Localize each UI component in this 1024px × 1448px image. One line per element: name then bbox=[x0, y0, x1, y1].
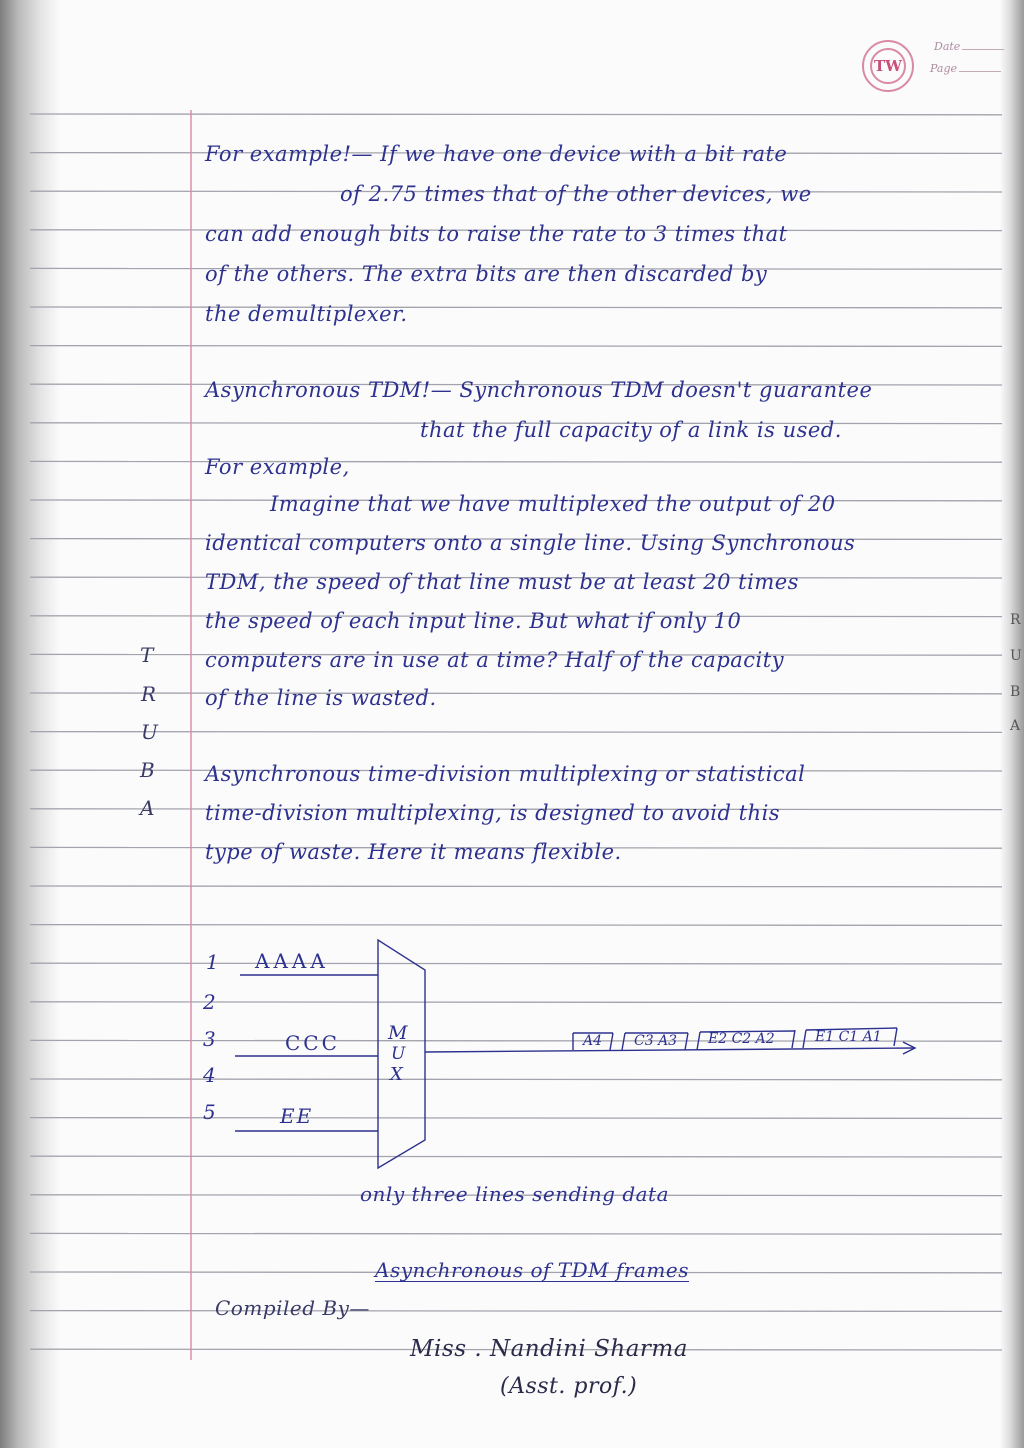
edge-letter-b: B bbox=[1010, 684, 1021, 700]
frame-bracket bbox=[610, 1033, 613, 1050]
margin-letter-t: T bbox=[140, 643, 154, 667]
input-num-2: 2 bbox=[203, 990, 216, 1014]
text-line-2: of 2.75 times that of the other devices, we bbox=[340, 182, 812, 206]
frame-bracket bbox=[894, 1028, 897, 1046]
input-data-5: EE bbox=[280, 1104, 314, 1128]
frame-bracket bbox=[803, 1030, 806, 1048]
text-line-7: that the full capacity of a link is used. bbox=[420, 418, 842, 442]
compiled-by: Compiled By— bbox=[215, 1296, 370, 1320]
brand-logo-text: TW bbox=[870, 48, 906, 84]
frame-bracket bbox=[622, 1033, 625, 1050]
edge-letter-r: R bbox=[1010, 612, 1021, 628]
diagram-title: Asynchronous of TDM frames bbox=[375, 1258, 689, 1282]
input-num-5: 5 bbox=[203, 1100, 216, 1124]
date-label: Date bbox=[934, 40, 961, 53]
text-line-3: can add enough bits to raise the rate to 3 times that bbox=[205, 222, 788, 246]
text-line-11: TDM, the speed of that line must be at least 20 times bbox=[205, 570, 799, 594]
input-num-4: 4 bbox=[203, 1063, 216, 1087]
frame-bracket bbox=[685, 1033, 688, 1050]
page-label: Page bbox=[930, 62, 958, 75]
diagram-caption: only three lines sending data bbox=[360, 1182, 670, 1206]
text-line-8: For example, bbox=[205, 455, 350, 479]
author-role: (Asst. prof.) bbox=[500, 1374, 638, 1399]
text-line-12: the speed of each input line. But what if only 10 bbox=[205, 609, 742, 633]
frame-bracket bbox=[792, 1030, 795, 1048]
input-data-3: CCC bbox=[285, 1031, 340, 1055]
text-line-10: identical computers onto a single line. Using Synchronous bbox=[205, 531, 856, 555]
mux-letter-u: U bbox=[391, 1044, 406, 1064]
text-line-6: Asynchronous TDM!— Synchronous TDM doesn't guarantee bbox=[205, 378, 873, 402]
text-line-16: time-division multiplexing, is designed to avoid this bbox=[205, 801, 781, 825]
input-data-1: AAAA bbox=[255, 949, 329, 973]
text-line-17: type of waste. Here it means flexible. bbox=[205, 840, 622, 864]
text-line-13: computers are in use at a time? Half of the capacity bbox=[205, 648, 785, 672]
frame-2: C3 A3 bbox=[634, 1033, 678, 1049]
text-line-4: of the others. The extra bits are then discarded by bbox=[205, 262, 768, 286]
input-num-3: 3 bbox=[203, 1027, 216, 1051]
margin-letter-b: B bbox=[140, 758, 155, 782]
mux-letter-m: M bbox=[388, 1022, 408, 1044]
mux-letter-x: X bbox=[390, 1064, 403, 1085]
text-line-5: the demultiplexer. bbox=[205, 302, 408, 326]
input-num-1: 1 bbox=[206, 950, 219, 974]
frame-1: A4 bbox=[583, 1033, 603, 1049]
text-line-15: Asynchronous time-division multiplexing or statistical bbox=[205, 762, 806, 786]
margin-letter-u: U bbox=[141, 720, 158, 744]
frame-4: E1 C1 A1 bbox=[815, 1029, 882, 1045]
text-line-14: of the line is wasted. bbox=[205, 686, 437, 710]
frame-bracket bbox=[697, 1032, 700, 1050]
edge-letter-a: A bbox=[1010, 718, 1021, 734]
author-name: Miss . Nandini Sharma bbox=[410, 1336, 688, 1362]
edge-letter-u: U bbox=[1010, 648, 1022, 664]
frame-3: E2 C2 A2 bbox=[708, 1031, 775, 1047]
margin-letter-r: R bbox=[141, 682, 157, 706]
margin-letter-a: A bbox=[140, 796, 155, 820]
text-line-9: Imagine that we have multiplexed the output of 20 bbox=[270, 492, 836, 516]
text-line-1: For example!— If we have one device with a bit rate bbox=[205, 142, 788, 166]
